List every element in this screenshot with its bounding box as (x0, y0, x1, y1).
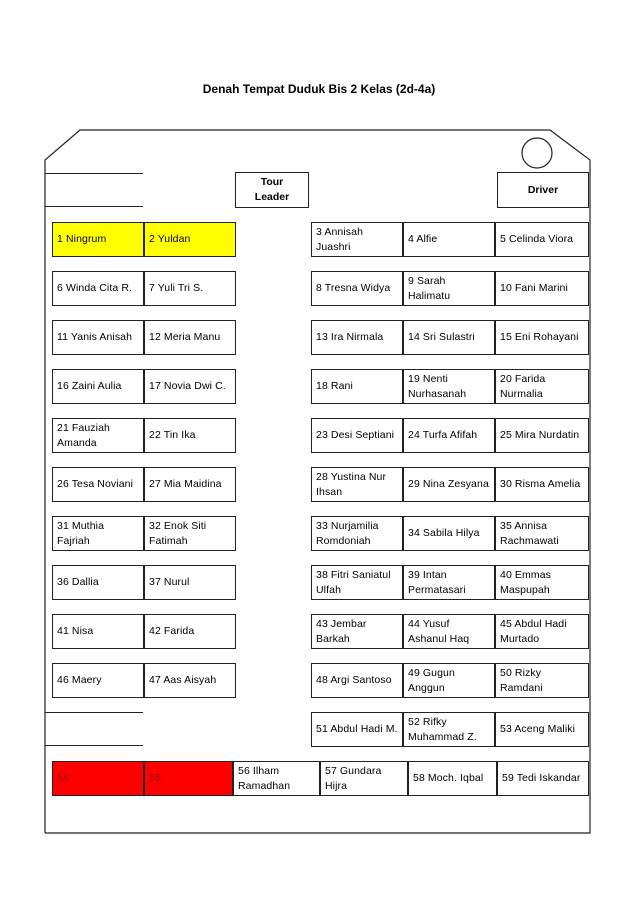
seat-label: 24 Turfa Afifah (408, 429, 478, 441)
seat-label: 30 Risma Amelia (500, 478, 581, 490)
seat-label: 51 Abdul Hadi M. (316, 723, 398, 735)
seat (52, 467, 144, 502)
seat (144, 369, 236, 404)
seat-label: 37 Nurul (149, 576, 190, 588)
seat-label: 3 Annisah Juashri (316, 225, 364, 253)
seat-label: 5 Celinda Viora (500, 233, 574, 245)
seat-label: 48 Argi Santoso (316, 674, 392, 686)
seat-label: 36 Dallia (57, 576, 99, 588)
seat (311, 565, 403, 600)
seat-label: 57 Gundara Hijra (325, 764, 382, 792)
seat (403, 222, 495, 257)
seat-label: 46 Maery (57, 674, 102, 686)
seat-label: 12 Meria Manu (149, 331, 221, 343)
seat-label: 32 Enok Siti Fatimah (149, 519, 207, 547)
seat (144, 614, 236, 649)
seat-label: 43 Jembar Barkah (316, 617, 367, 645)
seat-label: 20 Farida Nurmalia (500, 372, 546, 400)
seat-label: 19 Nenti Nurhasanah (408, 372, 467, 400)
seat (311, 320, 403, 355)
seat (144, 663, 236, 698)
seat-label: 8 Tresna Widya (316, 282, 391, 294)
seat (144, 320, 236, 355)
seat (403, 565, 495, 600)
seat-label: 53 Aceng Maliki (500, 723, 576, 735)
door-line (45, 712, 143, 713)
seat (497, 761, 589, 796)
seat-label: 26 Tesa Noviani (57, 478, 134, 490)
seat-label: 6 Winda Cita R. (57, 282, 133, 294)
seat (52, 271, 144, 306)
seat (403, 467, 495, 502)
seat (52, 761, 144, 796)
seat (144, 467, 236, 502)
seat-label: 44 Yusuf Ashanul Haq (408, 617, 470, 645)
seat-label: 40 Emmas Maspupah (500, 568, 551, 596)
door-line (45, 206, 143, 207)
seat (144, 271, 236, 306)
seat-label: 13 Ira Nirmala (316, 331, 384, 343)
seat (403, 663, 495, 698)
seat-label: 58 Moch. Iqbal (413, 772, 484, 784)
seat (408, 761, 497, 796)
seat (495, 418, 589, 453)
seat-label: 55 (149, 772, 161, 784)
seat (495, 614, 589, 649)
seat (403, 320, 495, 355)
seat-label: 38 Fitri Saniatul Ulfah (316, 568, 391, 596)
seat-label: 39 Intan Permatasari (408, 568, 466, 596)
seat-label: 21 Fauziah Amanda (57, 421, 110, 449)
seat-label: 22 Tin Ika (149, 429, 196, 441)
seat-label: 16 Zaini Aulia (57, 380, 122, 392)
seat-label: 28 Yustina Nur Ihsan (316, 470, 387, 498)
seat-label: 31 Muthia Fajriah (57, 519, 105, 547)
seat (144, 761, 233, 796)
seat (311, 467, 403, 502)
seat-label: 41 Nisa (57, 625, 94, 637)
seat-label: 34 Sabila Hilya (408, 527, 480, 539)
seat (52, 320, 144, 355)
seat-label: 47 Aas Aisyah (149, 674, 217, 686)
seat (52, 614, 144, 649)
seat (495, 712, 589, 747)
seat (403, 614, 495, 649)
seat (144, 222, 236, 257)
driver-box (497, 172, 589, 208)
seat-label: 42 Farida (149, 625, 195, 637)
seat (52, 565, 144, 600)
seat (144, 565, 236, 600)
seat-label: 33 Nurjamilia Romdoniah (316, 519, 379, 547)
seat (495, 320, 589, 355)
seat (52, 222, 144, 257)
seat-label: 15 Eni Rohayani (500, 331, 579, 343)
seat-label: 11 Yanis Anisah (57, 331, 133, 343)
seat (144, 516, 236, 551)
seat-label: 45 Abdul Hadi Murtado (500, 617, 567, 645)
seat-label: 14 Sri Sulastri (408, 331, 475, 343)
seat-label: 29 Nina Zesyana (408, 478, 489, 490)
seat-label: 49 Gugun Anggun (408, 666, 455, 694)
seat (320, 761, 408, 796)
seat (311, 271, 403, 306)
seat (403, 271, 495, 306)
seat-label: 27 Mia Maidina (149, 478, 222, 490)
seat-label: 9 Sarah Halimatu (408, 274, 451, 302)
seat (52, 369, 144, 404)
seat-label: 17 Novia Dwi C. (149, 380, 226, 392)
seat-label: 56 Ilham Ramadhan (238, 764, 291, 792)
seat (403, 712, 495, 747)
door-line (45, 173, 143, 174)
seat (403, 418, 495, 453)
seat-label: 35 Annisa Rachmawati (500, 519, 559, 547)
seat-label: 10 Fani Marini (500, 282, 568, 294)
seat (311, 516, 403, 551)
seat (311, 418, 403, 453)
seat (495, 565, 589, 600)
door-line (45, 745, 143, 746)
seat-label: 2 Yuldan (149, 233, 191, 245)
page-title: Denah Tempat Duduk Bis 2 Kelas (2d-4a) (202, 82, 436, 96)
driver-label: Driver (527, 183, 559, 196)
seat (311, 614, 403, 649)
seat (233, 761, 320, 796)
seat (311, 712, 403, 747)
seat-label: 59 Tedi Iskandar (502, 772, 581, 784)
tour-leader-label: Tour Leader (254, 176, 290, 203)
seat (403, 516, 495, 551)
seat (495, 516, 589, 551)
seat (403, 369, 495, 404)
seat (495, 369, 589, 404)
seat-label: 7 Yuli Tri S. (149, 282, 204, 294)
seat-label: 4 Alfie (408, 233, 438, 245)
seat (311, 222, 403, 257)
seat (52, 418, 144, 453)
seat (144, 418, 236, 453)
seat-label: 54 (57, 772, 69, 784)
seat (495, 271, 589, 306)
seat-label: 25 Mira Nurdatin (500, 429, 580, 441)
seat (52, 516, 144, 551)
seat-label: 1 Ningrum (57, 233, 107, 245)
seat-label: 50 Rizky Ramdani (500, 666, 543, 694)
seat-label: 23 Desi Septiani (316, 429, 395, 441)
tour-leader-box (235, 172, 309, 208)
seat (311, 663, 403, 698)
seat (495, 222, 589, 257)
seat (311, 369, 403, 404)
seat (495, 467, 589, 502)
steering-wheel-icon (522, 138, 552, 168)
seat (495, 663, 589, 698)
seat-label: 52 Rifky Muhammad Z. (408, 715, 477, 743)
seat (52, 663, 144, 698)
seat-label: 18 Rani (316, 380, 353, 392)
